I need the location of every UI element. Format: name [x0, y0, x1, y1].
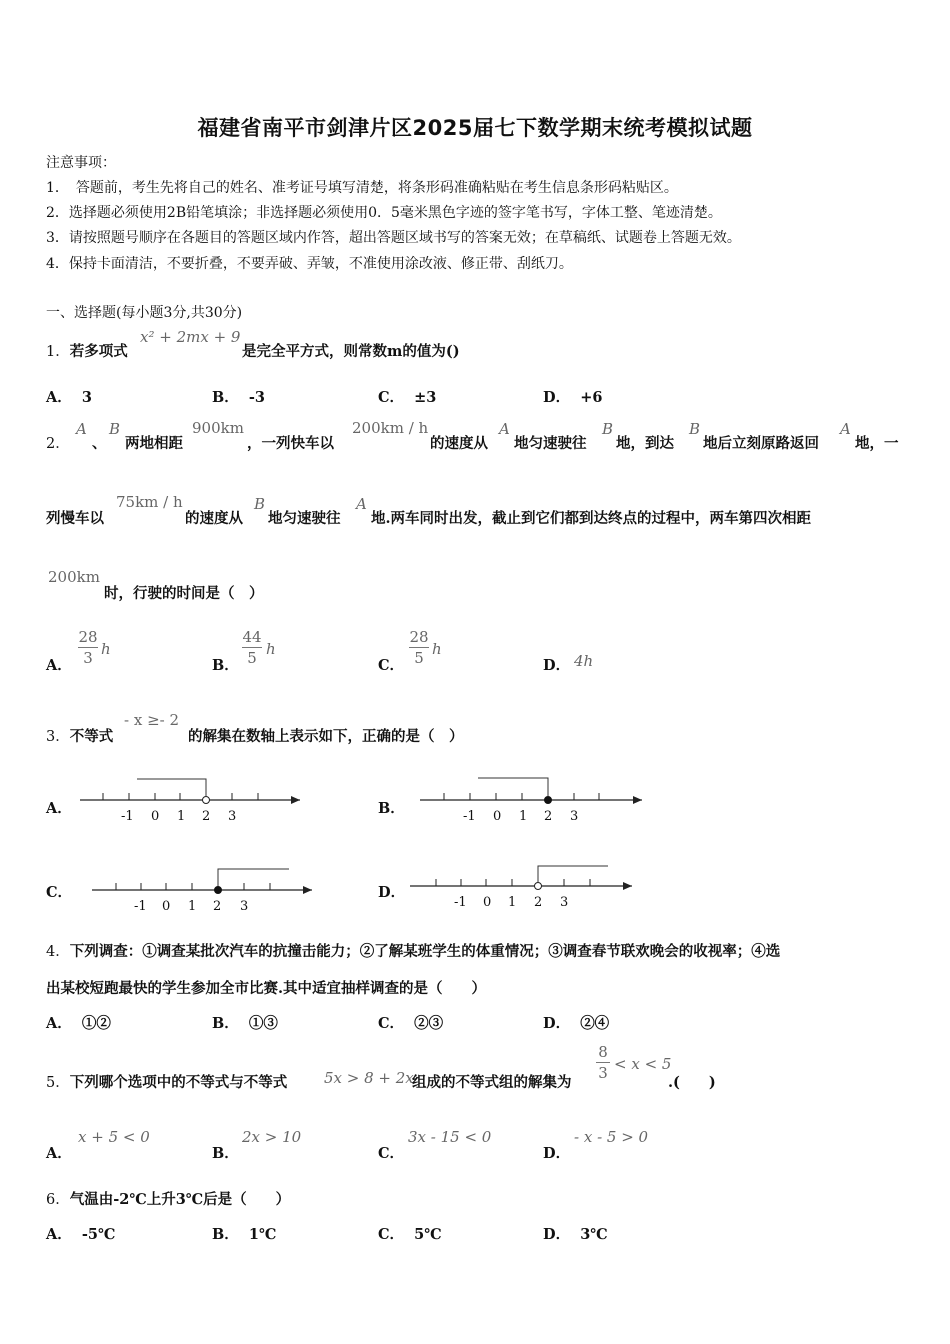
nc-tick-1: 1	[188, 899, 197, 914]
q2-point-b-2: B	[602, 420, 614, 438]
question-5	[46, 1071, 287, 1092]
q6-option-b: B． 1℃	[212, 1226, 277, 1243]
q1-option-a: A． 3	[46, 389, 92, 406]
q4-number: 4．	[46, 944, 70, 960]
q2-number: 2．	[46, 436, 70, 452]
q2-point-a-3: A	[840, 420, 851, 438]
q5-range: < x < 5	[614, 1055, 672, 1073]
q3-inequality: - x ≥- 2	[124, 711, 180, 729]
q6-option-a: A． -5℃	[46, 1226, 116, 1243]
nc-tick-2: 2	[213, 899, 222, 914]
q5-option-a-label: A．	[46, 1145, 72, 1162]
nb-tick-0: 0	[493, 809, 502, 824]
na-tick-2: 2	[202, 809, 211, 824]
q2-option-b-label: B．	[212, 657, 239, 674]
na-tick-1: 1	[177, 809, 186, 824]
q2-option-a-label: A．	[46, 657, 72, 674]
q2-option-c-fraction: 28 5	[409, 628, 429, 667]
q2-point-a-4: A	[356, 495, 367, 513]
q6-option-c: C． 5℃	[378, 1226, 442, 1243]
q5-option-b-value: 2x > 10	[242, 1128, 302, 1146]
q2-distance-2: 200km	[48, 568, 100, 586]
nc-tick-0: 0	[162, 899, 171, 914]
q2-sep: 、	[92, 435, 107, 452]
q5-option-a-value: x + 5 < 0	[78, 1128, 150, 1146]
q2-text-8: 列慢车以	[46, 510, 104, 527]
nb-tick-3: 3	[570, 809, 579, 824]
nb-tick-1: 1	[519, 809, 528, 824]
q4-option-c: C． ②③	[378, 1015, 444, 1032]
note-item-1: 1． 答题前，考生先将自己的姓名、准考证号填写清楚，将条形码准确粘贴在考生信息条形码粘贴区。	[46, 180, 678, 196]
number-line-a	[80, 779, 300, 824]
nd-tick-3: 3	[560, 895, 569, 910]
question-4	[46, 940, 780, 961]
q2-text-11: 地.两车同时出发，截止到它们都到达终点的过程中，两车第四次相距	[371, 510, 812, 527]
q2-text-9: 的速度从	[185, 510, 243, 527]
q1-post: 是完全平方式，则常数m的值为()	[242, 343, 460, 360]
q2-point-b-3: B	[689, 420, 701, 438]
q3-option-d-label: D．	[378, 884, 406, 901]
q5-option-c-label: C．	[378, 1145, 405, 1162]
q5-inequality: 5x > 8 + 2x	[324, 1069, 414, 1087]
q2-text-10: 地匀速驶往	[268, 510, 341, 527]
number-line-c	[92, 869, 312, 914]
q5-post: .( )	[668, 1074, 716, 1091]
nb-tick-2: 2	[544, 809, 553, 824]
q5-number: 5．	[46, 1075, 70, 1091]
q3-option-b-label: B．	[378, 800, 405, 817]
na-tick-neg1: -1	[121, 809, 134, 824]
q2-text-1: 两地相距	[125, 435, 183, 452]
q2-text-4: 地匀速驶往	[514, 435, 587, 452]
q2-distance: 900km	[192, 419, 244, 437]
q4-option-d: D． ②④	[543, 1015, 610, 1032]
number-line-b	[420, 778, 642, 824]
q2-text-6: 地后立刻原路返回	[703, 435, 819, 452]
q3-option-c-label: C．	[46, 884, 73, 901]
note-item-2: 2．选择题必须使用2B铅笔填涂；非选择题必须使用0．5毫米黑色字迹的签字笔书写，字体工整、笔迹清楚。	[46, 205, 722, 221]
q2-option-a-unit: h	[101, 640, 111, 658]
q1-number: 1．	[46, 344, 70, 360]
q5-mid: 组成的不等式组的解集为	[412, 1074, 572, 1091]
nd-tick-0: 0	[483, 895, 492, 910]
nc-tick-neg1: -1	[134, 899, 147, 914]
q2-speed-slow: 75km / h	[116, 493, 183, 511]
q2-option-d-value: 4h	[574, 652, 594, 670]
q1-expression: x² + 2mx + 9	[140, 328, 241, 346]
q4-line-1: 下列调查：①调查某批次汽车的抗撞击能力；②了解某班学生的体重情况；③调查春节联欢晚会的收视率；④选	[69, 943, 781, 960]
nd-tick-neg1: -1	[454, 895, 467, 910]
notes-heading: 注意事项：	[46, 155, 116, 171]
q2-point-b: B	[109, 420, 121, 438]
nd-tick-1: 1	[508, 895, 517, 910]
note-item-3: 3．请按照题号顺序在各题目的答题区域内作答，超出答题区域书写的答案无效；在草稿纸、试题卷上答题无效。	[46, 230, 741, 246]
q2-text-2: ，一列快车以	[247, 435, 334, 452]
nd-tick-2: 2	[534, 895, 543, 910]
q5-option-b-label: B．	[212, 1145, 239, 1162]
nb-tick-neg1: -1	[463, 809, 476, 824]
na-tick-0: 0	[151, 809, 160, 824]
q2-point-b-4: B	[254, 495, 266, 513]
na-tick-3: 3	[228, 809, 237, 824]
q5-option-d-label: D．	[543, 1145, 571, 1162]
section-heading: 一、选择题(每小题3分,共30分)	[46, 305, 243, 321]
q5-pre: 下列哪个选项中的不等式与不等式	[69, 1074, 288, 1091]
q2-text-3: 的速度从	[430, 435, 488, 452]
q3-post: 的解集在数轴上表示如下，正确的是（ ）	[188, 728, 464, 745]
q6-text: 气温由-2℃上升3℃后是（ ）	[69, 1191, 291, 1208]
q5-option-c-value: 3x - 15 < 0	[408, 1128, 492, 1146]
q2-option-b-unit: h	[266, 640, 276, 658]
q2-text-12: 时，行驶的时间是（ ）	[104, 585, 264, 602]
q2-option-a-fraction: 28 3	[78, 628, 98, 667]
question-6	[46, 1188, 290, 1209]
note-item-4: 4．保持卡面清洁，不要折叠，不要弄破、弄皱，不准使用涂改液、修正带、刮纸刀。	[46, 256, 573, 272]
q2-option-c-unit: h	[432, 640, 442, 658]
q5-option-d-value: - x - 5 > 0	[574, 1128, 649, 1146]
q2-speed-fast: 200km / h	[352, 419, 429, 437]
q2-option-d-label: D．	[543, 657, 571, 674]
q2-option-b-fraction: 44 5	[242, 628, 262, 667]
q3-pre: 不等式	[69, 728, 114, 745]
q1-option-b: B． -3	[212, 389, 265, 406]
nc-tick-3: 3	[240, 899, 249, 914]
number-line-d	[410, 866, 632, 910]
q2-point-a: A	[76, 420, 87, 438]
q1-option-d: D． +6	[543, 389, 603, 406]
q2-option-c-label: C．	[378, 657, 405, 674]
q2-text-5: 地，到达	[616, 435, 674, 452]
q4-option-a: A． ①②	[46, 1015, 111, 1032]
q1-pre: 若多项式	[69, 343, 128, 360]
q4-option-b: B． ①③	[212, 1015, 278, 1032]
q4-line-2: 出某校短跑最快的学生参加全市比赛.其中适宜抽样调查的是（ ）	[46, 980, 487, 997]
q5-fraction: 8 3	[596, 1043, 610, 1082]
q3-number: 3．	[46, 729, 70, 745]
q3-option-a-label: A．	[46, 800, 72, 817]
q6-option-d: D． 3℃	[543, 1226, 608, 1243]
q2-text-7: 地，一	[855, 435, 899, 452]
q6-number: 6．	[46, 1192, 70, 1208]
q1-option-c: C． ±3	[378, 389, 437, 406]
q2-point-a-2: A	[499, 420, 510, 438]
page-title: 福建省南平市剑津片区2025届七下数学期末统考模拟试题	[197, 116, 753, 140]
